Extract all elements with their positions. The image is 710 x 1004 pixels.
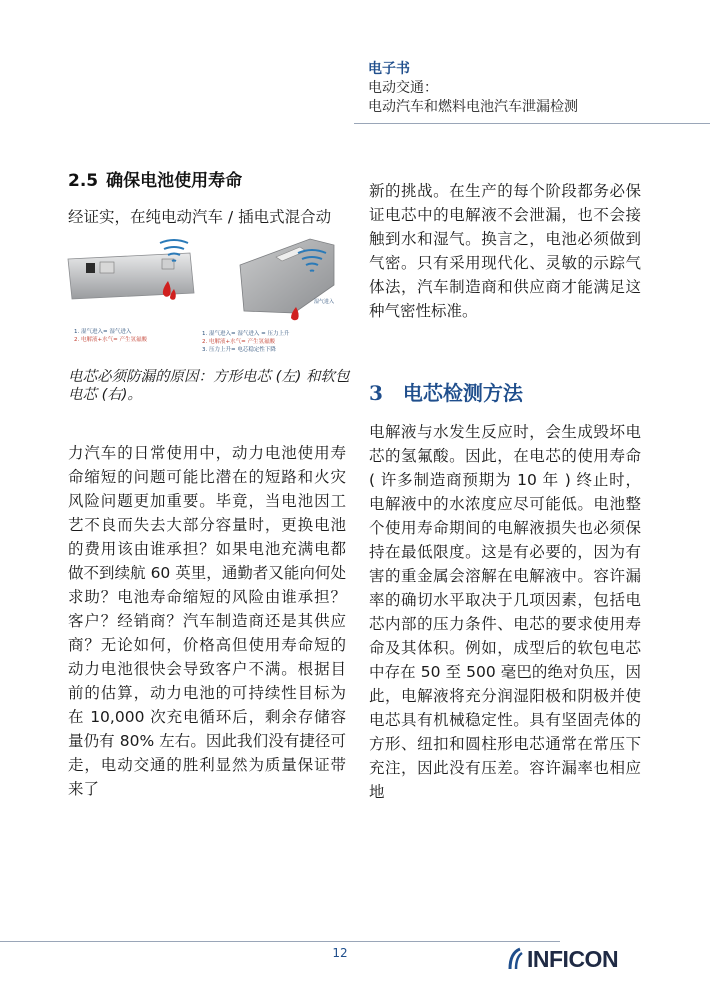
right-column-body: 电解液与水发生反应时，会生成毁坏电芯的氢氟酸。因此，在电芯的使用寿命 ( 许多制造商预期为 10 年 ) 终止时，电解液中的水浓度应尽可能低。电池整个使用寿命期间的电解液损失也必须保持在最低限度。这是有必要的，因为有害的重金属会溶解在电解液中。容许漏率的确切水平取决于几项因素，包括电芯内部的压力条件、电芯的要求使用寿命及其体积。例如，成型后的软包电芯中存在 50 至 500 毫巴的绝对负压，因此，电解液将充分润湿阳极和阴极并使电芯具有机械稳定性。具有坚固壳体的方形、纽扣和圆柱形电芯通常在常压下充注，因此没有压差。容许漏率也相应地 — [369, 423, 641, 801]
section-intro-text: 经证实，在纯电动汽车 / 插电式混合动 — [68, 208, 332, 226]
section-title: 确保电池使用寿命 — [106, 171, 243, 191]
figure-caption: 电芯必须防漏的原因：方形电芯 (左) 和软包电芯 (右)。 — [68, 369, 350, 403]
ebook-label: 电子书 — [368, 61, 410, 77]
section-3-heading — [369, 380, 523, 406]
header-subtitle: 电动交通： — [368, 80, 438, 96]
left-legend-2: 2. 电解液+水气= 产生氢氟酸 — [74, 337, 147, 343]
section-number: 3 — [369, 381, 383, 405]
battery-illustration — [62, 233, 352, 363]
battery-cell-figure — [62, 233, 352, 363]
left-legend-1: 1. 湿气进入= 湿气进入 — [74, 329, 132, 335]
inficon-logo-icon — [508, 947, 524, 971]
header-divider — [354, 123, 710, 124]
page-number: 12 — [332, 946, 348, 960]
left-column-body: 力汽车的日常使用中，动力电池使用寿命缩短的问题可能比潜在的短路和火灾风险问题更加重要。毕竟，当电池因工艺不良而失去大部分容量时，更换电池的费用该由谁承担？如果电池充满电都做不到续航 60 英里，通勤者又能向何处求助？电池寿命缩短的风险由谁承担？客户？经销商？汽车制造商还是其供应商？无论如何，价格高但使用寿命短的动力电池很快会导致客户不满。根据目前的估算，动力电池的可持续性目标为在 10,000 次充电循环后，剩余存储容量仍有 80% 左右。因此我们没有捷径可走，电动交通的胜利显然为质量保证带来了 — [68, 444, 346, 798]
right-legend-3: 3. 压力上升= 电芯稳定性下降 — [202, 347, 276, 353]
document-header — [368, 60, 688, 117]
logo-text: INFICON — [527, 945, 619, 972]
inficon-logo — [508, 946, 618, 972]
right-legend-2: 2. 电解液+水气= 产生氢氟酸 — [202, 339, 275, 345]
right-legend-1: 1. 湿气进入= 湿气进入 = 压力上升 — [202, 331, 290, 337]
section-title: 电芯检测方法 — [402, 381, 523, 405]
section-2-5-heading — [68, 170, 242, 192]
section-number: 2.5 — [68, 171, 99, 191]
header-title: 电动汽车和燃料电池汽车泄漏检测 — [368, 99, 578, 115]
right-side-label: 湿气进入 — [314, 299, 335, 305]
footer-divider — [0, 941, 560, 942]
right-column-continuation: 新的挑战。在生产的每个阶段都务必保证电芯中的电解液不会泄漏，也不会接触到水和湿气。换言之，电池必须做到气密。只有采用现代化、灵敏的示踪气体法，汽车制造商和供应商才能满足这种气密性标准。 — [369, 182, 641, 320]
